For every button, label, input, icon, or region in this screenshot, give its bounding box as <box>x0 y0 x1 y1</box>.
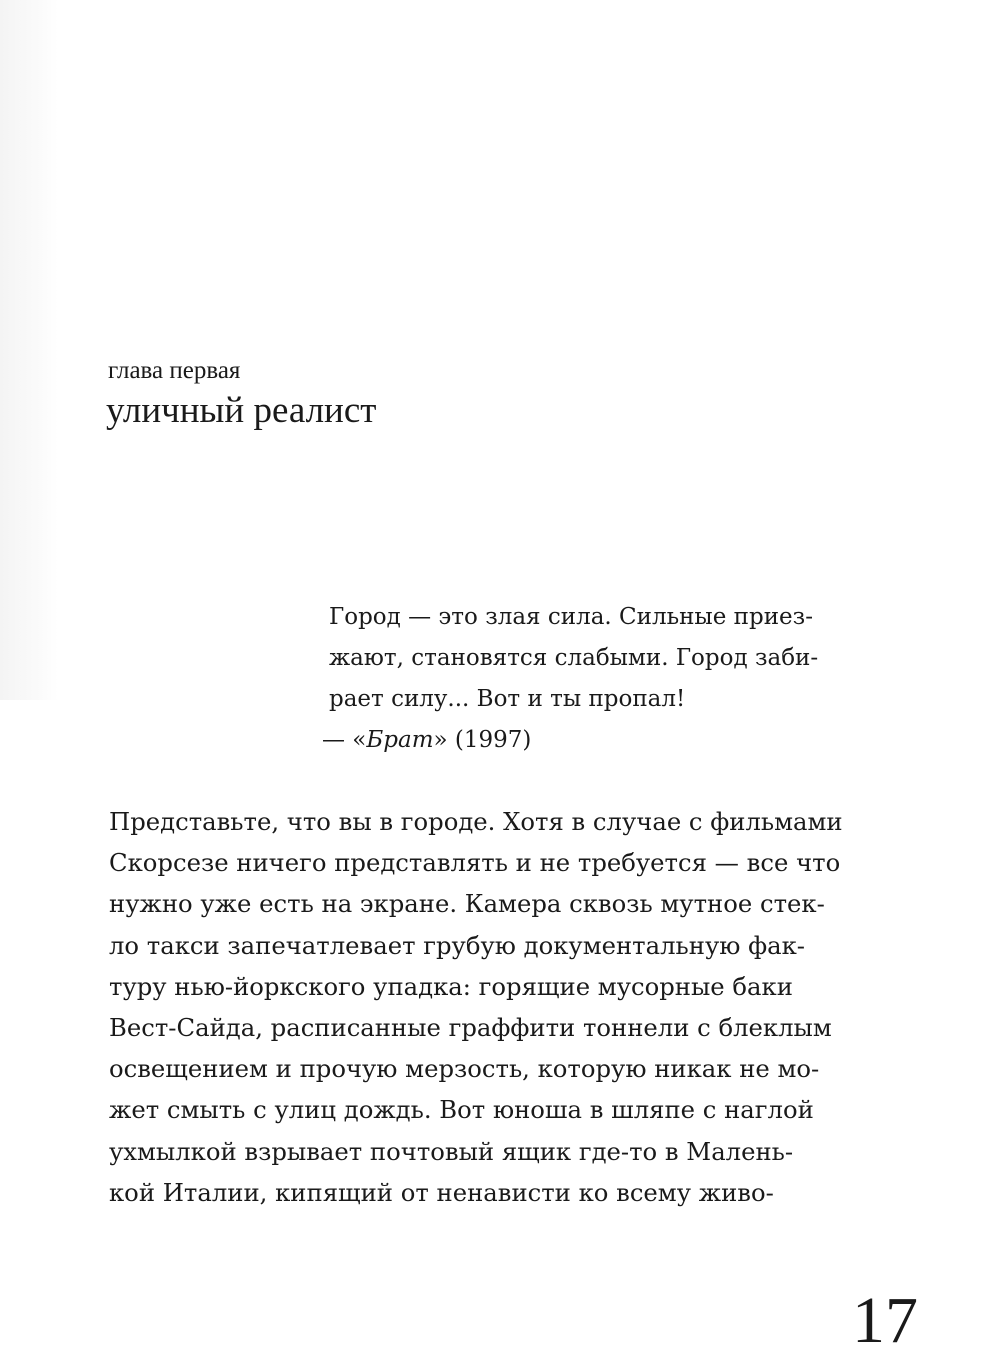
body-line: Скорсезе ничего представлять и не требуется — все что <box>109 848 841 878</box>
epigraph-line: жают, становятся слабыми. Город заби- <box>329 645 819 671</box>
epigraph-line: рает силу... Вот и ты пропал! <box>329 686 686 712</box>
epigraph-line: Город — это злая сила. Сильные приез- <box>329 604 813 630</box>
body-line: Представьте, что вы в городе. Хотя в случае с фильмами <box>109 807 843 836</box>
chapter-title: уличный реалист <box>106 390 377 431</box>
epigraph <box>322 597 892 761</box>
body-line: нужно уже есть на экране. Камера сквозь мутное стек- <box>109 889 825 919</box>
page-gutter-shadow <box>0 0 58 700</box>
epigraph-source-prefix: — « <box>322 727 367 753</box>
body-line: освещением и прочую мерзость, которую никак не мо- <box>109 1054 820 1084</box>
epigraph-source-title: Брат <box>366 727 434 753</box>
epigraph-source-suffix: » (1997) <box>433 727 532 753</box>
chapter-kicker: глава первая <box>108 357 241 384</box>
body-line: Вест-Сайда, расписанные граффити тоннели с блеклым <box>109 1013 832 1043</box>
epigraph-source <box>322 720 892 761</box>
body-line: туру нью-йоркского упадка: горящие мусорные баки <box>109 971 793 1001</box>
body-line: ло такси запечатлевает грубую документальную фак- <box>109 930 806 960</box>
body-line: жет смыть с улиц дождь. Вот юноша в шляпе с наглой <box>109 1095 814 1125</box>
body-line: кой Италии, кипящий от ненависти ко всему живо- <box>109 1177 774 1207</box>
page-number: 17 <box>852 1284 918 1357</box>
body-line: ухмылкой взрывает почтовый ящик где-то в Малень- <box>109 1136 794 1166</box>
body-paragraph <box>109 801 909 1213</box>
